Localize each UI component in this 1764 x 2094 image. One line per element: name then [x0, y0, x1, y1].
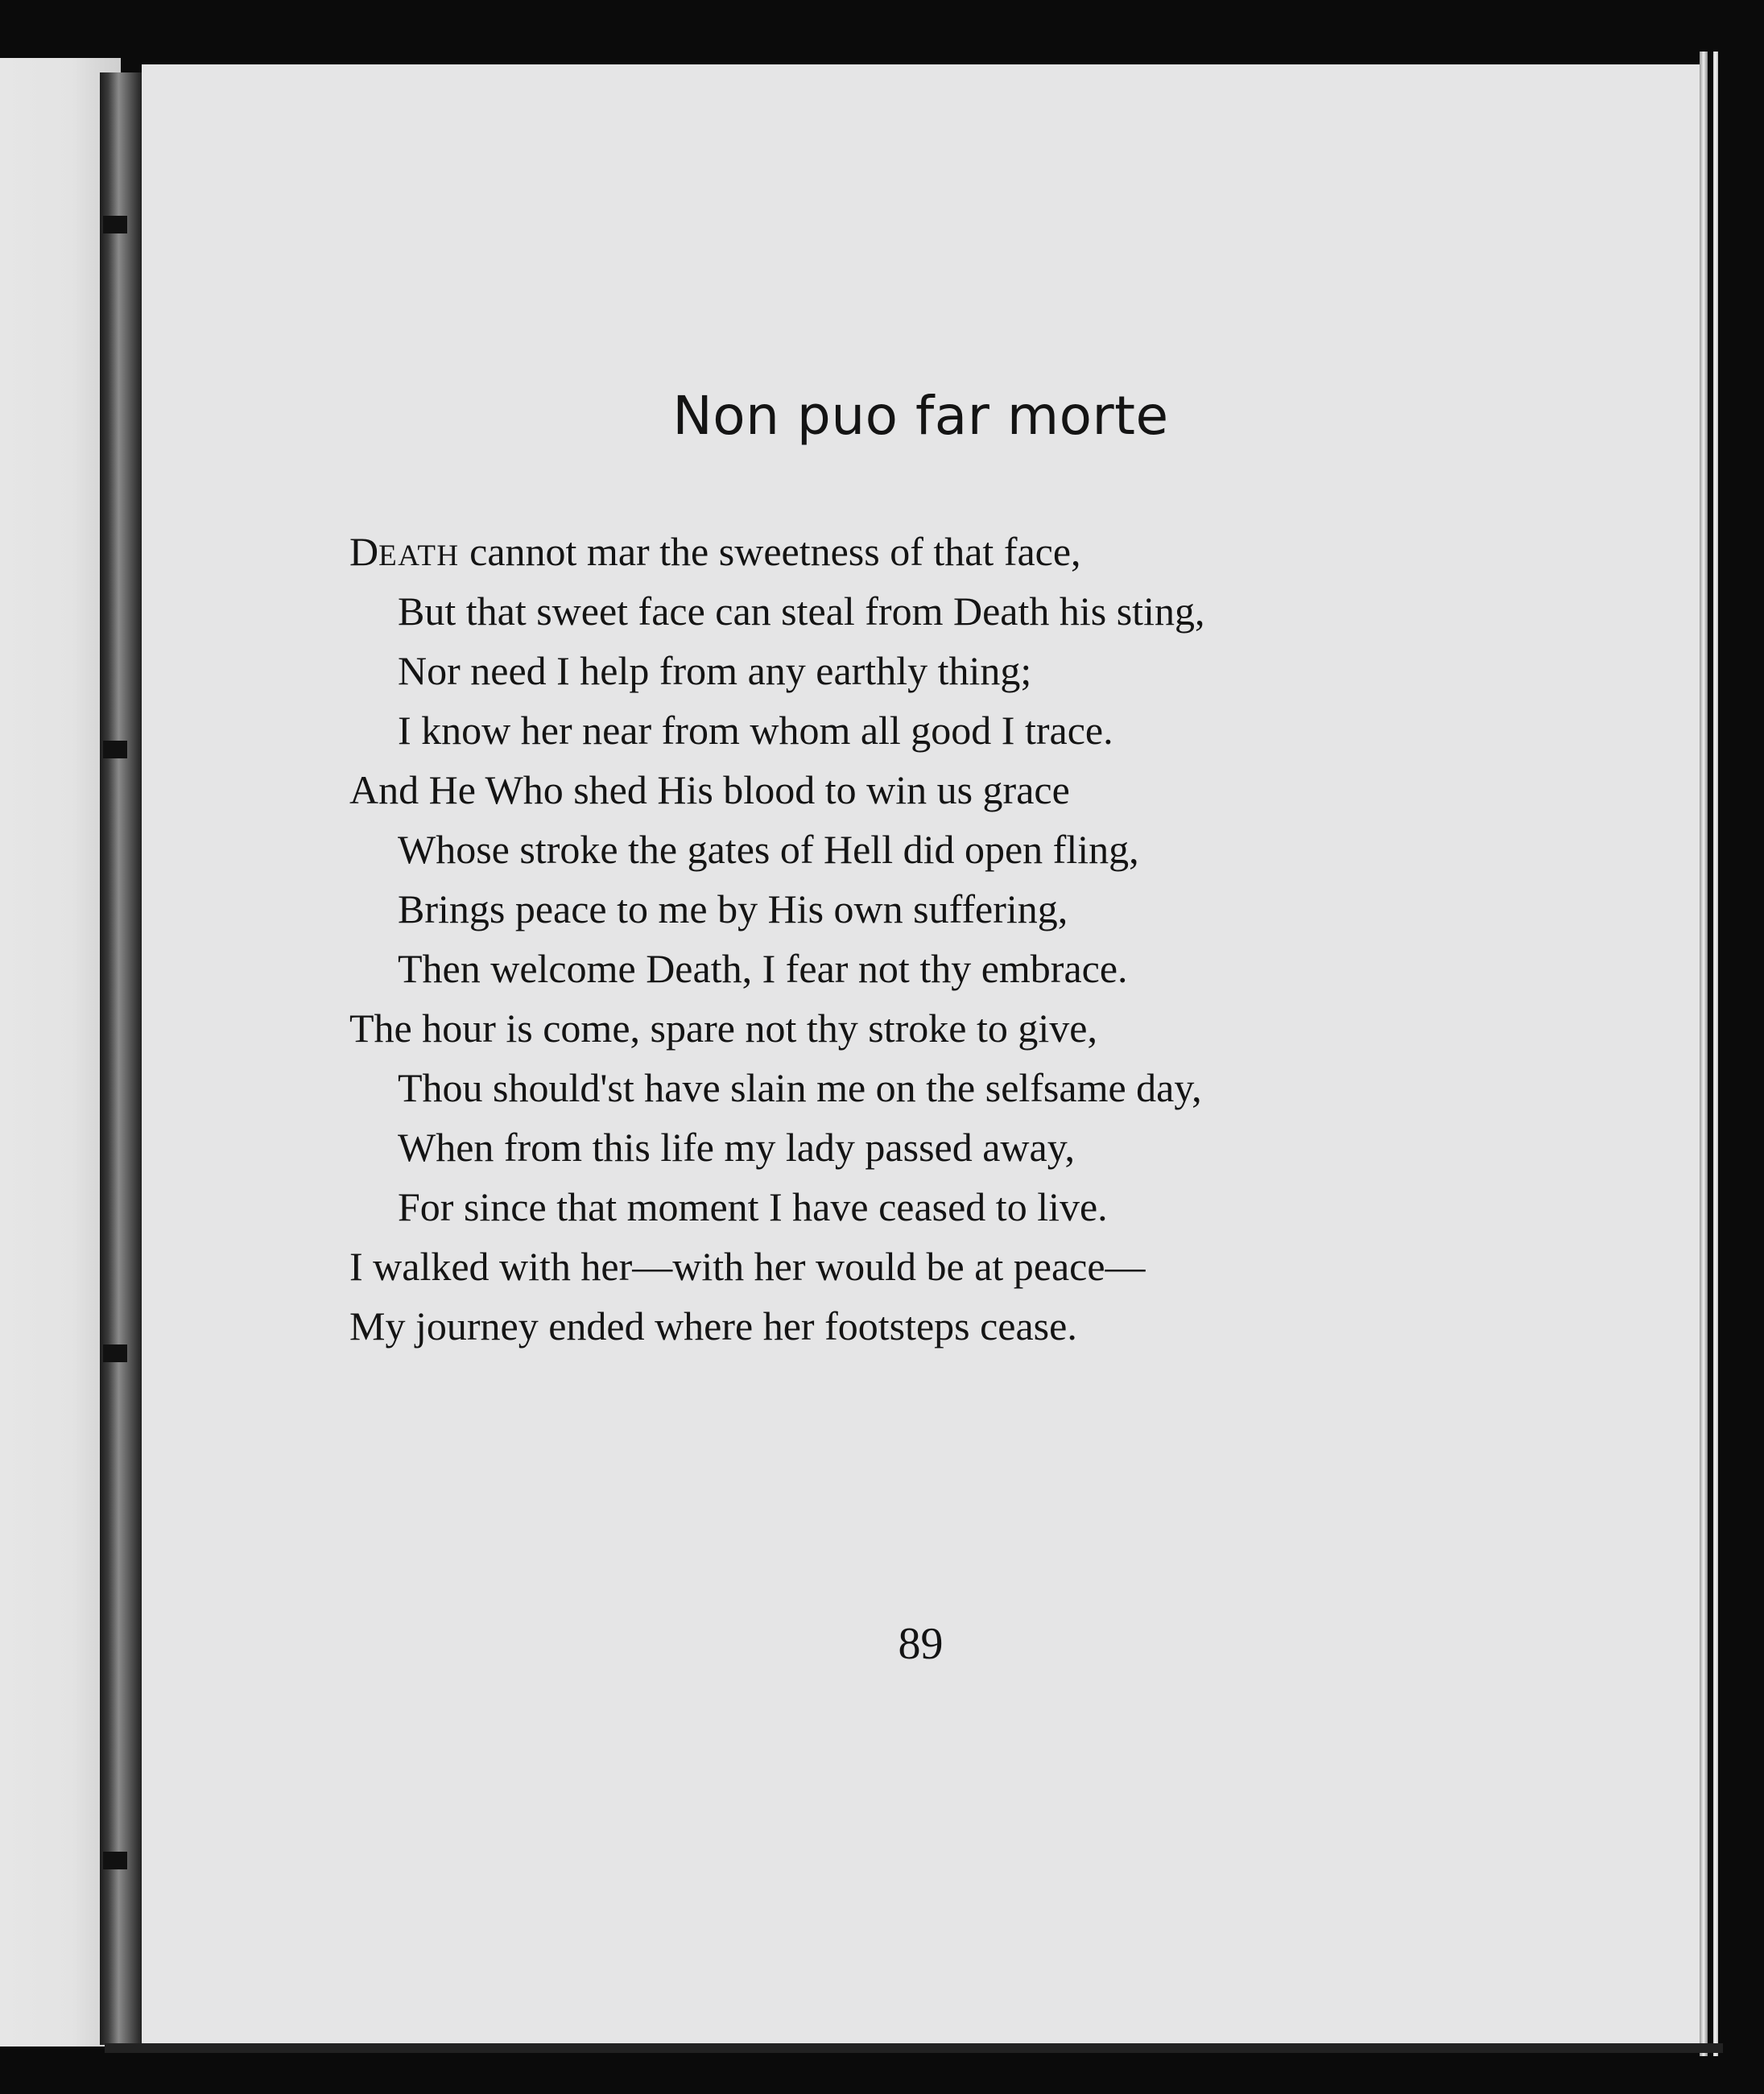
poem-line-text: cannot mar the sweetness of that face,	[459, 529, 1081, 574]
poem-line	[349, 522, 1204, 581]
poem-line: The hour is come, spare not thy stroke to give,	[349, 1006, 1097, 1051]
poem-line: My journey ended where her footsteps cease.	[349, 1303, 1077, 1349]
binding-thread	[103, 216, 127, 233]
binding-thread	[103, 741, 127, 758]
poem-line: Thou should'st have slain me on the selfsame day,	[398, 1065, 1202, 1110]
page-shadow	[105, 2043, 1723, 2053]
poem-line: For since that moment I have ceased to live.	[398, 1184, 1108, 1229]
page-number: 89	[898, 1619, 944, 1669]
poem-line: Then welcome Death, I fear not thy embrace.	[398, 946, 1128, 991]
poem-line: Whose stroke the gates of Hell did open fling,	[398, 827, 1139, 872]
poem-line: But that sweet face can steal from Death his sting,	[398, 589, 1205, 634]
page-edge	[1713, 52, 1718, 2056]
binding-thread	[103, 1852, 127, 1869]
poem-line: Brings peace to me by His own suffering,	[398, 886, 1068, 931]
poem-line: And He Who shed His blood to win us grace	[349, 767, 1070, 812]
poem-title: Non puo far morte	[672, 385, 1169, 447]
small-caps-rest: EATH	[378, 539, 460, 572]
book-gutter	[100, 72, 142, 2045]
binding-thread	[103, 1344, 127, 1362]
poem-line: I walked with her—with her would be at peace—	[349, 1244, 1146, 1289]
poem-body	[349, 522, 1204, 1356]
poem-line: I know her near from whom all good I trace.	[398, 708, 1113, 753]
poem-line: Nor need I help from any earthly thing;	[398, 648, 1032, 693]
poem-line: When from this life my lady passed away,	[398, 1125, 1075, 1170]
small-caps-initial: D	[349, 529, 379, 574]
page-edge	[1700, 52, 1708, 2056]
